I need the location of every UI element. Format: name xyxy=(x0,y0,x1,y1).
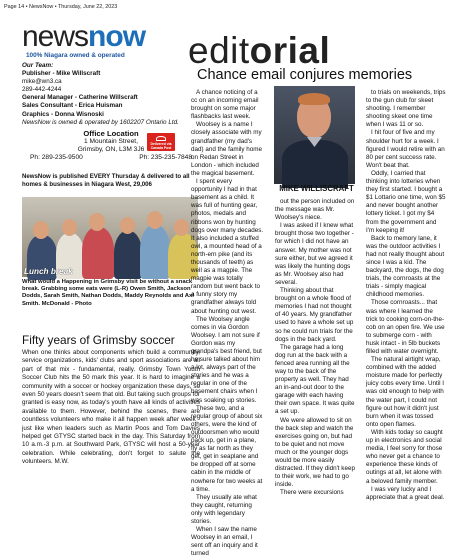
editorial-banner xyxy=(188,30,458,70)
team-label: Our Team: xyxy=(22,62,54,69)
office-address: 1 Mountain Street, xyxy=(84,138,138,146)
paragraph: out the person included on the message was Mr. Woolsey's niece. xyxy=(275,198,355,222)
editorial-column-1 xyxy=(191,89,264,558)
general-manager: General Manager - Catherine Willscraft xyxy=(22,94,138,102)
paragraph: We were allowed to sit on the back step and watch the exercises going on, but had to be quiet and not move much or the younger dogs would be more easily distracted. If they didn't keep to their work, we had to go inside. xyxy=(275,416,355,489)
paragraph: Woolsey is a name I closely associate with my grandfather (my dad's dad) and the family home on Redan Street in London - which included the magical basement. xyxy=(191,121,263,177)
paragraph: There were excursions xyxy=(280,489,344,497)
paragraph: I spent every opportunity I had in that basement as a child. It was full of hunting gear, photos, medals and ribbons won by hunting dogs over many decades. It also included a stuffed owl, a mounted head of a north-ern pike (and its thousands of teeth) as well as a magpie. The magpie was totally random but went back to a funny story my grandfather always told about hunting out west. xyxy=(191,178,264,315)
logo-now: now xyxy=(88,20,146,53)
canada-post-icon xyxy=(156,136,166,141)
editorial-column-3 xyxy=(366,89,446,502)
masthead xyxy=(22,62,200,127)
paragraph: Thinking about that brought on a whole flood of memories I had not thought of 40 years. My grandfather used to have a whole set up so he could run trials for the dogs in the back yard. xyxy=(275,287,354,343)
editorial-column-2 xyxy=(275,198,355,497)
paragraph: Those cornroasts... that was where I learned the trick to cooking corn-on-the-cob on an open fire. We use to submerge corn - with husk intact - in 5lb buckets filled with water overnight. xyxy=(366,299,445,355)
paragraph: With kids today so caught up in electronics and social media, I feel sorry for those who never get a chance to experience these kinds of outings at all, let alone with a beloved family member. xyxy=(366,428,443,485)
paragraph: Back to memory lane, it was the outdoor activities I had not really thought about since I was a kid. The backyard, the dogs, the dog trials, the cornroasts at the trials - simply magical childhood memories. xyxy=(366,234,445,299)
publisher-phone: 289-442-4244 xyxy=(22,86,62,94)
paragraph: I was very lucky and I appreciate that a great deal. xyxy=(366,485,445,501)
paragraph: I was asked if I knew what brought those two together - for which I did not have an answer. My mother was not sure either, but we agreed it was likely the hunting dogs as Mr. Woolsey also had several. xyxy=(275,222,354,286)
logo-news: news xyxy=(22,20,89,53)
paragraph: The natural airtight wrap, combined with the added moisture made for perfectly juicy cobs every time. Until I was old enough to help with the water part, I could not figure out how it didn't just burn when it was tossed onto open flames. xyxy=(366,356,445,428)
paragraph: to trials on weekends, trips to the gun club for skeet shooting. I remember shooting skeet one time when I was 11 or so. xyxy=(366,89,446,129)
office-city: Grimsby, ON, L3M 3J6 xyxy=(77,146,145,154)
office-fax: Ph: 235-235-7848 xyxy=(139,154,192,162)
office-phone: Ph: 289-235-9500 xyxy=(30,154,83,162)
editorial-headline: Chance email conjures memories xyxy=(197,67,413,83)
publisher: Publisher - Mike Willscraft xyxy=(22,70,101,78)
sales-consultant: Sales Consultant - Erica Huisman xyxy=(22,102,123,110)
paragraph: The Woolsey angle comes in via Gordon Woolsey. I am not sure if Gordon was my grandpa's best friend, but he sure talked about him a lot, always part of the stories and he was a regular in one of the basement chairs when I was soaking up stories. xyxy=(191,315,262,404)
photo-caption: What would a Happening in Grimsby visit be without a snack break. Grabbing some eats were (L-R) Owen Smith, Jackson Dodds, Sarah Smith, Nathan Dodds, Maddy Reynolds and Axl Smith. McDonald - Photo xyxy=(22,279,194,307)
canada-post-badge: Delivered via Canada Post xyxy=(147,133,175,151)
paragraph: I hit four of five and my shoulder hurt for a week. I figured I would retire with an 80 per cent success rate. Won't beat that. xyxy=(366,129,445,169)
paragraph: They usually ate what they caught, returning only with legendary stories. xyxy=(191,493,257,525)
owned-by: NewsNow is owned & operated by 1602207 Ontario Ltd. xyxy=(22,118,179,126)
paragraph: A chance noticing of a cc on an incoming email brought on some major flashbacks last week. xyxy=(191,89,259,121)
editorial-edit: edit xyxy=(188,30,250,71)
story-body: When one thinks about components which build a community, service organizations, kids' clubs and sport associations are all part of that mix - fundamental, really. Grimsby Town Youth Soccer Club hits the 50 mark this year. It is hard to imagine a community with a soccer or hockey organization these days, so even 50 years doesn't seem that old. But taking such groups for granted is easy now, as today's youth have all kinds of activities available to them. However, behind the scenes, there are countless volunteers who make it all happen week after week - just like when leaders such as Martin Poos and Tom Davies helped get GTYSC started back in the day. This Saturday from 10 a.m.-3 p.m. at Southward Park, GTYSC will host a 50-year celebration. While celebrating, don't forget to salute the volunteers. M.W. xyxy=(22,349,200,466)
office-title: Office Location xyxy=(83,129,139,138)
tagline: 100% Niagara owned & operated xyxy=(26,52,125,59)
photo-overlay-title: Lunch break xyxy=(24,267,73,276)
editorial-orial: orial xyxy=(249,30,331,71)
paragraph: When I saw the name Woolsey in an email, I sent off an inquiry and it turned xyxy=(191,526,258,558)
story-headline: Fifty years of Grimsby soccer xyxy=(22,333,175,347)
lunch-break-photo xyxy=(22,197,198,277)
author-portrait xyxy=(274,86,355,184)
paragraph: The garage had a long dog run at the back with a fenced area running all the way to the back of the property as well. They had an in-and-out door to the garage with each having their own space. It was quite a set up. xyxy=(275,343,355,416)
graphics: Graphics - Donna Wisnoski xyxy=(22,110,104,118)
page-folio: Page 14 • NewsNow • Thursday, June 22, 2023 xyxy=(4,4,118,10)
publication-info: NewsNow is published EVERY Thursday & delivered to all homes & businesses in Niagara West, 29,006 xyxy=(22,173,190,189)
paragraph: Oddly, I carried that thinking into lotteries when they first started. I bought a $1 Lottario one time, won $5 and never bought another lottery ticket. I got my $4 from the government and I'm keeping it! xyxy=(366,169,446,234)
paragraph: These two, and a regular group of about six others, were the kind of outdoorsmen who would pack up, get in a plane, fly as far north as they get, get in seaplane and be dropped off at some cabin in the middle of nowhere for two weeks at a time. xyxy=(191,404,263,493)
portrait-label: MIKE WILLISCRAFT xyxy=(279,184,354,193)
publisher-email[interactable]: mike@wn3.ca xyxy=(22,78,62,86)
